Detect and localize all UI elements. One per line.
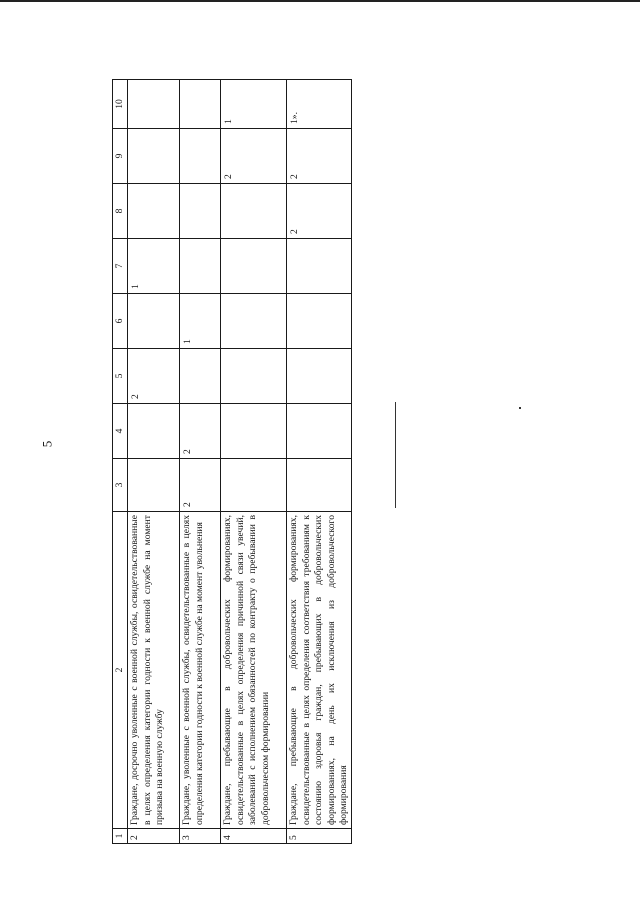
cell-value: 2 <box>128 349 180 404</box>
cell-value: 1 <box>221 80 287 129</box>
table-row <box>221 80 287 844</box>
cell-value <box>287 459 352 512</box>
cell-value <box>221 459 287 512</box>
table-header-row <box>113 80 128 844</box>
row-description: Граждане, пребывающие в добровольческих формированиях, освидетельствованные в целях определения соответствия требованиям к состоянию здоровья граждан, пребывающих в добровольческих формированиях, на день их исключения из добровольческого формирования <box>287 512 352 829</box>
column-header: 2 <box>113 512 128 829</box>
cell-value <box>128 459 180 512</box>
scan-speck <box>519 407 521 409</box>
column-header: 8 <box>113 184 128 239</box>
row-number: 2 <box>128 829 180 844</box>
page-number: 5 <box>39 440 55 448</box>
cell-value: 2 <box>287 184 352 239</box>
cell-value <box>287 404 352 459</box>
cell-value <box>128 184 180 239</box>
row-number: 3 <box>180 829 221 844</box>
scan-top-edge <box>0 0 640 2</box>
cell-value: 1 <box>128 239 180 294</box>
cell-value <box>180 184 221 239</box>
cell-value: 2 <box>287 129 352 184</box>
cell-value <box>128 129 180 184</box>
cell-value <box>221 404 287 459</box>
cell-value <box>128 294 180 349</box>
cell-value: 2 <box>180 459 221 512</box>
separator-line <box>395 402 396 508</box>
cell-value: 1 <box>180 294 221 349</box>
row-description: Граждане, уволенные с военной службы, освидетельствованные в целях определения категории годности к военной службе на момент увольнения <box>180 512 221 829</box>
row-description: Граждане, досрочно уволенные с военной службы, освидетельствованные в целях определения категории годности к военной службе на момент призыва на военную службу <box>128 512 180 829</box>
cell-value <box>287 294 352 349</box>
cell-value <box>128 80 180 129</box>
column-header: 7 <box>113 239 128 294</box>
column-header: 9 <box>113 129 128 184</box>
cell-value <box>180 239 221 294</box>
cell-value <box>221 294 287 349</box>
table-row <box>128 80 180 844</box>
cell-value <box>287 349 352 404</box>
row-description: Граждане, пребывающие в добровольческих формированиях, освидетельствованные в целях определения причинной связи увечий, заболеваний с исполнением обязанностей по контракту о пребывании в добровольческом формировании <box>221 512 287 829</box>
table-row <box>287 80 352 844</box>
cell-value <box>180 80 221 129</box>
column-header: 3 <box>113 459 128 512</box>
cell-value <box>221 184 287 239</box>
column-header: 10 <box>113 80 128 129</box>
cell-value <box>180 129 221 184</box>
cell-value <box>221 349 287 404</box>
column-header: 4 <box>113 404 128 459</box>
column-header: 5 <box>113 349 128 404</box>
cell-value: 2 <box>221 129 287 184</box>
column-header: 1 <box>113 829 128 844</box>
data-table <box>112 79 352 844</box>
cell-value <box>180 349 221 404</box>
rotated-table-wrapper <box>112 80 348 844</box>
cell-value <box>128 404 180 459</box>
row-number: 4 <box>221 829 287 844</box>
cell-value: 1». <box>287 80 352 129</box>
cell-value <box>287 239 352 294</box>
row-number: 5 <box>287 829 352 844</box>
cell-value: 2 <box>180 404 221 459</box>
cell-value <box>221 239 287 294</box>
table-row <box>180 80 221 844</box>
column-header: 6 <box>113 294 128 349</box>
